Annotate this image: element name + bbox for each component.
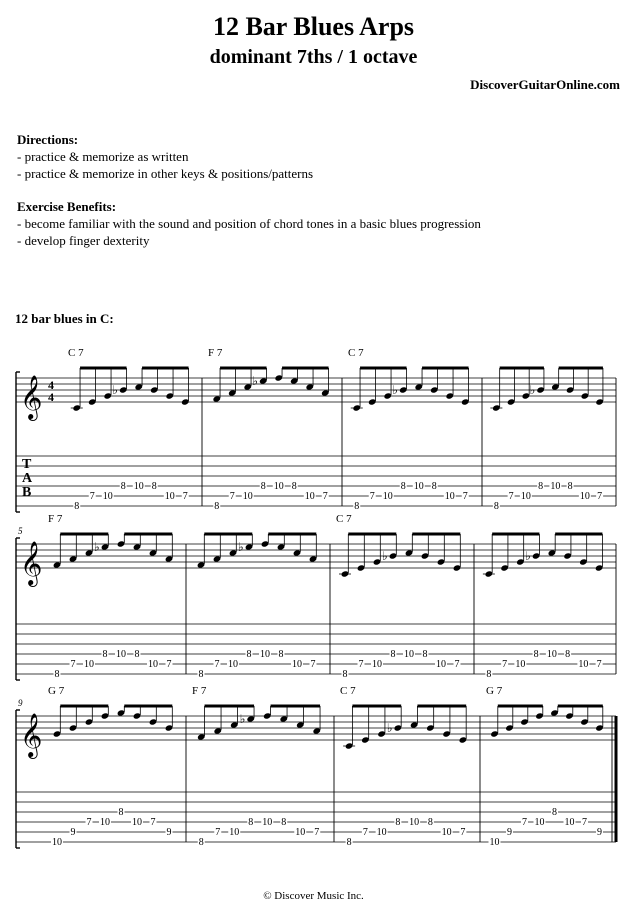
tab-fret-number: 10 [564, 817, 575, 828]
tab-fret-number: 8 [346, 837, 352, 848]
tab-fret-number: 10 [242, 491, 253, 502]
flat-accidental: ♭ [112, 383, 118, 397]
page-subtitle: dominant 7ths / 1 octave [209, 46, 418, 68]
tab-fret-number: 10 [148, 659, 158, 670]
flat-accidental: ♭ [386, 721, 393, 735]
flat-accidental: ♭ [525, 549, 531, 563]
page-title: 12 Bar Blues Arps [212, 12, 415, 41]
tab-fret-number: 10 [133, 481, 144, 492]
tab-fret-number: 9 [70, 827, 76, 838]
directions-item: - practice & memorize as written [17, 149, 189, 164]
chord-symbol: C 7 [340, 685, 356, 697]
tab-fret-number: 10 [102, 491, 113, 502]
tab-fret-number: 10 [404, 649, 414, 660]
tab-fret-number: 8 [567, 481, 573, 492]
tab-label: T [22, 457, 32, 472]
tab-fret-number: 10 [229, 827, 240, 838]
tab-fret-number: 10 [52, 837, 62, 848]
benefits-item: - develop finger dexterity [17, 233, 150, 248]
tab-fret-number: 8 [354, 501, 360, 512]
tab-fret-number: 8 [552, 807, 557, 818]
tab-fret-number: 7 [214, 659, 220, 670]
tab-fret-number: 8 [198, 837, 204, 848]
tab-fret-number: 8 [533, 649, 539, 660]
tab-fret-number: 7 [582, 817, 587, 828]
flat-accidental: ♭ [529, 383, 536, 397]
tab-fret-number: 8 [54, 669, 60, 680]
tab-fret-number: 8 [390, 649, 396, 660]
tab-fret-number: 8 [214, 501, 220, 512]
tab-fret-number: 10 [376, 827, 387, 838]
tab-fret-number: 8 [198, 669, 204, 680]
tab-fret-number: 10 [273, 481, 284, 492]
tab-fret-number: 10 [546, 649, 557, 660]
tab-fret-number: 9 [166, 827, 172, 838]
tab-fret-number: 10 [100, 817, 110, 828]
copyright-footer: © Discover Music Inc. [263, 890, 364, 902]
tab-fret-number: 10 [262, 817, 273, 828]
tab-fret-number: 7 [462, 491, 468, 502]
chord-symbol: C 7 [348, 347, 364, 359]
flat-accidental: ♭ [392, 383, 398, 397]
tab-fret-number: 10 [372, 659, 382, 670]
tab-fret-number: 8 [493, 501, 499, 512]
tab-fret-number: 8 [422, 649, 428, 660]
tab-fret-number: 8 [538, 481, 544, 492]
tab-fret-number: 10 [413, 481, 424, 492]
tab-fret-number: 7 [310, 659, 316, 670]
tab-fret-number: 10 [441, 827, 452, 838]
tab-fret-number: 10 [578, 659, 589, 670]
chord-symbol: F 7 [192, 685, 207, 697]
tab-fret-number: 9 [597, 827, 602, 838]
tab-fret-number: 7 [89, 491, 95, 502]
tab-fret-number: 7 [460, 827, 466, 838]
tab-fret-number: 10 [260, 649, 270, 660]
tab-fret-number: 7 [358, 659, 364, 670]
tab-fret-number: 7 [229, 491, 235, 502]
tab-fret-number: 8 [278, 649, 284, 660]
tab-fret-number: 8 [400, 481, 406, 492]
tab-fret-number: 10 [436, 659, 446, 670]
tab-fret-number: 10 [534, 817, 545, 828]
tab-fret-number: 7 [508, 491, 514, 502]
tab-fret-number: 10 [228, 659, 238, 670]
tab-fret-number: 8 [120, 481, 126, 492]
flat-accidental: ♭ [238, 540, 244, 554]
tab-fret-number: 10 [520, 491, 531, 502]
tab-fret-number: 7 [597, 491, 603, 502]
chord-symbol: F 7 [208, 347, 223, 359]
flat-accidental: ♭ [252, 374, 258, 388]
tab-fret-number: 7 [70, 659, 76, 670]
tab-fret-number: 7 [502, 659, 508, 670]
tab-fret-number: 8 [565, 649, 571, 660]
tab-fret-number: 7 [369, 491, 375, 502]
tab-fret-number: 8 [74, 501, 80, 512]
tab-fret-number: 10 [164, 491, 175, 502]
tab-fret-number: 7 [182, 491, 188, 502]
benefits-item: - become familiar with the sound and position of chord tones in a basic blues progression [17, 216, 481, 231]
chord-symbol: G 7 [486, 685, 503, 697]
flat-accidental: ♭ [239, 712, 246, 726]
tab-fret-number: 10 [489, 837, 500, 848]
tab-fret-number: 7 [215, 827, 221, 838]
tab-fret-number: 7 [166, 659, 172, 670]
directions-item: - practice & memorize in other keys & positions/patterns [17, 166, 314, 181]
treble-clef-icon: 𝄞 [20, 543, 43, 585]
tab-fret-number: 7 [454, 659, 460, 670]
measure-number: 9 [18, 698, 23, 708]
tab-fret-number: 8 [246, 649, 252, 660]
tab-fret-number: 8 [427, 817, 433, 828]
tab-fret-number: 7 [150, 817, 156, 828]
tab-fret-number: 10 [132, 817, 142, 828]
tab-fret-number: 8 [281, 817, 287, 828]
tab-fret-number: 8 [151, 481, 157, 492]
tab-fret-number: 8 [395, 817, 401, 828]
section-title: 12 bar blues in C: [15, 311, 114, 326]
tab-label: A [22, 471, 33, 486]
tab-fret-number: 10 [550, 481, 561, 492]
time-signature-top: 4 [48, 378, 54, 392]
tab-fret-number: 7 [314, 827, 320, 838]
tab-label: B [22, 485, 32, 500]
tab-fret-number: 8 [260, 481, 266, 492]
tab-fret-number: 7 [522, 817, 527, 828]
site-name: DiscoverGuitarOnline.com [470, 77, 620, 92]
tab-fret-number: 10 [579, 491, 590, 502]
tab-fret-number: 10 [382, 491, 393, 502]
tab-fret-number: 10 [295, 827, 306, 838]
chord-symbol: F 7 [48, 513, 63, 525]
tab-fret-number: 8 [291, 481, 297, 492]
tab-fret-number: 10 [444, 491, 455, 502]
tab-fret-number: 7 [596, 659, 602, 670]
tab-fret-number: 8 [134, 649, 140, 660]
tab-fret-number: 8 [431, 481, 437, 492]
chord-symbol: C 7 [68, 347, 84, 359]
tab-fret-number: 8 [102, 649, 108, 660]
tab-fret-number: 10 [84, 659, 94, 670]
treble-clef-icon: 𝄞 [20, 715, 43, 757]
flat-accidental: ♭ [382, 549, 388, 563]
tab-fret-number: 10 [116, 649, 126, 660]
flat-accidental: ♭ [94, 540, 100, 554]
tab-fret-number: 10 [304, 491, 315, 502]
tab-fret-number: 9 [507, 827, 512, 838]
tab-fret-number: 7 [86, 817, 92, 828]
chord-symbol: C 7 [336, 513, 352, 525]
tab-fret-number: 7 [322, 491, 328, 502]
treble-clef-icon: 𝄞 [20, 377, 43, 419]
directions-heading: Directions: [17, 132, 79, 147]
tab-fret-number: 8 [486, 669, 492, 680]
tab-fret-number: 8 [118, 807, 124, 818]
tab-fret-number: 7 [362, 827, 368, 838]
time-signature-bottom: 4 [48, 390, 54, 404]
tab-fret-number: 8 [248, 817, 254, 828]
tab-fret-number: 10 [409, 817, 420, 828]
measure-number: 5 [18, 526, 23, 536]
tab-fret-number: 10 [515, 659, 526, 670]
tab-fret-number: 8 [342, 669, 348, 680]
tab-fret-number: 10 [292, 659, 302, 670]
benefits-heading: Exercise Benefits: [17, 199, 117, 214]
chord-symbol: G 7 [48, 685, 65, 697]
